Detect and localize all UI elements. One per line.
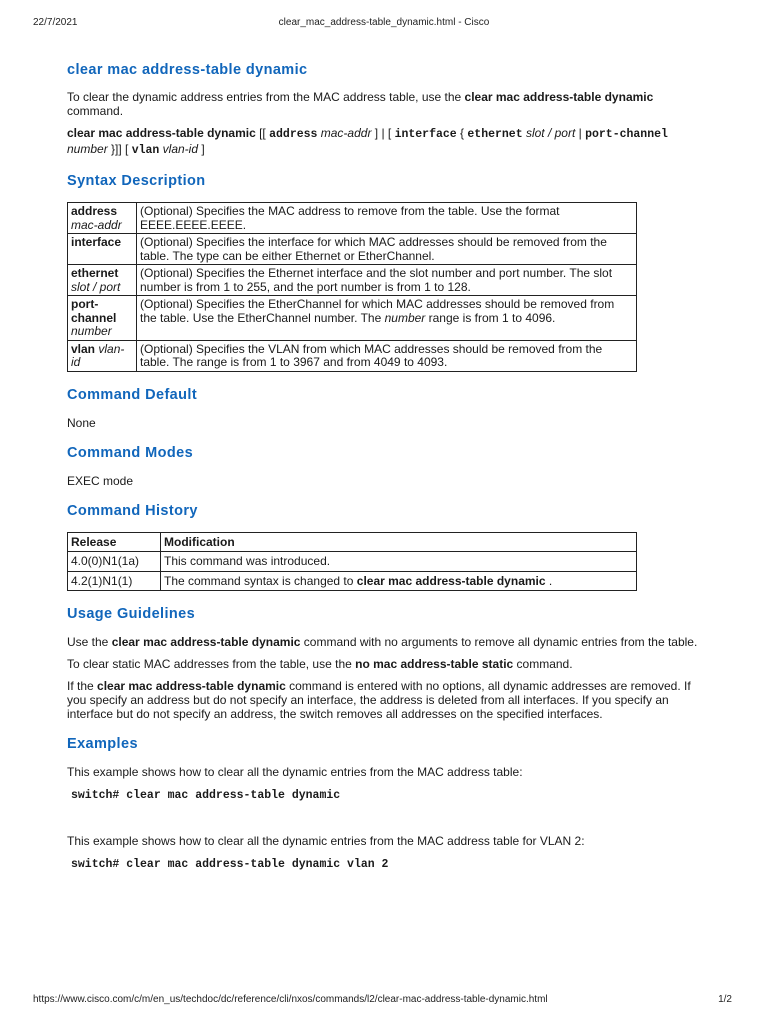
table-cell: (Optional) Specifies the interface for which MAC addresses should be removed from the table. The type can be either Ethernet or EtherChannel.	[137, 234, 637, 265]
usage-paragraph: To clear static MAC addresses from the table, use the no mac address-table static command.	[67, 657, 573, 671]
page-number: 1/2	[718, 994, 732, 1005]
table-cell: 4.2(1)N1(1)	[68, 571, 161, 591]
section-heading-command-history: Command History	[67, 502, 198, 519]
section-heading-usage-guidelines: Usage Guidelines	[67, 606, 196, 622]
print-url: https://www.cisco.com/c/m/en_us/techdoc/dc/reference/cli/nxos/commands/l2/clear-mac-address-table-dynamic.html	[33, 994, 548, 1005]
table-cell: ethernet slot / port	[68, 265, 137, 296]
table-row	[68, 265, 637, 296]
table-cell: vlan vlan-id	[68, 340, 137, 371]
usage-paragraph: If the clear mac address-table dynamic command is entered with no options, all dynamic addresses are removed. If you specify an address but do not specify an interface, the address is deleted from all interfaces. If you specify an interface but do not specify an address, the switch removes all addresses on the specified interfaces.	[67, 679, 691, 721]
print-title: clear_mac_address-table_dynamic.html - Cisco	[278, 17, 490, 28]
table-header-cell: Release	[68, 532, 161, 552]
table-cell: (Optional) Specifies the EtherChannel for which MAC addresses should be removed from the table. Use the EtherChannel number. The number range is from 1 to 4096.	[137, 296, 637, 341]
table-row	[68, 296, 637, 341]
table-cell: (Optional) Specifies the Ethernet interface and the slot number and port number. The slot number is from 1 to 255, and the port number is from 1 to 128.	[137, 265, 637, 296]
syntax-description-table	[67, 202, 637, 372]
document-body	[67, 58, 699, 871]
table-row	[68, 552, 637, 572]
table-row	[68, 234, 637, 265]
table-cell: This command was introduced.	[161, 552, 637, 572]
table-header-cell: Modification	[161, 532, 637, 552]
table-cell: 4.0(0)N1(1a)	[68, 552, 161, 572]
intro-paragraph: To clear the dynamic address entries from the MAC address table, use the clear mac address-table dynamic command.	[67, 90, 654, 118]
table-cell: (Optional) Specifies the MAC address to remove from the table. Use the format EEEE.EEEE.EEEE.	[137, 203, 637, 234]
table-cell: (Optional) Specifies the VLAN from which MAC addresses should be removed from the table. The range is from 1 to 3967 and from 4049 to 4093.	[137, 340, 637, 371]
usage-paragraph: Use the clear mac address-table dynamic command with no arguments to remove all dynamic entries from the table.	[67, 635, 698, 649]
table-row	[68, 571, 637, 591]
example-code: switch# clear mac address-table dynamic vlan 2	[71, 858, 389, 871]
command-history-table	[67, 532, 637, 592]
example-description: This example shows how to clear all the dynamic entries from the MAC address table:	[67, 765, 523, 779]
command-default-text: None	[67, 415, 96, 430]
command-syntax: clear mac address-table dynamic [[ address mac-addr ] | [ interface { ethernet slot / port | port-channel number }]] [ vlan vlan-id ]	[67, 126, 668, 157]
page-title: clear mac address-table dynamic	[67, 62, 308, 78]
section-heading-command-modes: Command Modes	[67, 444, 194, 461]
section-heading-command-default: Command Default	[67, 386, 198, 403]
table-cell: port-channel number	[68, 296, 137, 341]
section-heading-syntax-description: Syntax Description	[67, 173, 206, 189]
table-row	[68, 340, 637, 371]
table-header-row	[68, 532, 637, 552]
example-code: switch# clear mac address-table dynamic	[71, 789, 341, 802]
example-description: This example shows how to clear all the dynamic entries from the MAC address table for VLAN 2:	[67, 834, 585, 848]
table-cell: The command syntax is changed to clear mac address-table dynamic .	[161, 571, 637, 591]
command-modes-text: EXEC mode	[67, 473, 134, 488]
table-row	[68, 203, 637, 234]
print-date: 22/7/2021	[33, 17, 78, 28]
table-cell: interface	[68, 234, 137, 265]
table-cell: address mac-addr	[68, 203, 137, 234]
section-heading-examples: Examples	[67, 736, 138, 752]
